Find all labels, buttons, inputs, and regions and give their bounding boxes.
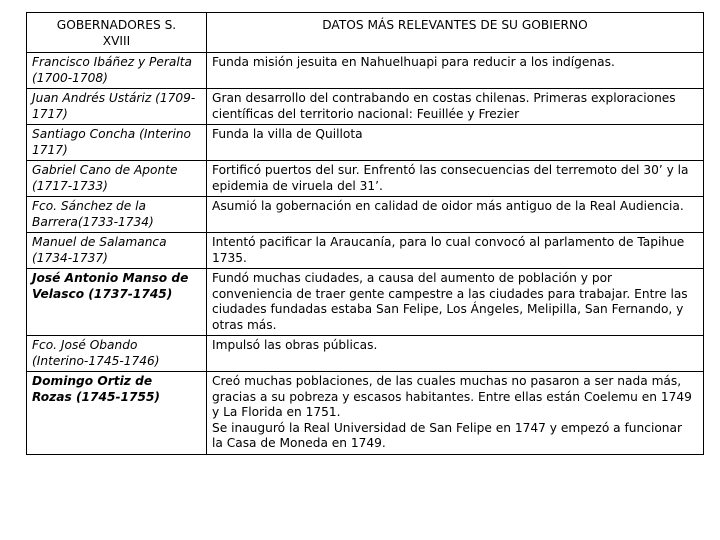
governor-name-cell bbox=[27, 125, 207, 161]
government-facts-cell bbox=[207, 161, 704, 197]
governor-name-line: (1700-1708) bbox=[32, 70, 108, 85]
table-row bbox=[27, 233, 704, 269]
government-facts-line: Fundó muchas ciudades, a causa del aumento de población y por bbox=[212, 271, 613, 285]
government-facts-line: Fortificó puertos del sur. Enfrentó las consecuencias del terremoto del 30’ y la bbox=[212, 163, 689, 177]
government-facts-line: Asumió la gobernación en calidad de oidor más antiguo de la Real Audiencia. bbox=[212, 199, 684, 213]
government-facts-line: gracias a su pobreza y escasos habitantes. Entre ellas están Coelemu en 1749 bbox=[212, 389, 692, 404]
governor-name-line: José Antonio Manso de bbox=[32, 271, 189, 285]
government-facts-line: otras más. bbox=[212, 317, 277, 332]
governor-name-cell bbox=[27, 336, 207, 372]
government-facts-line: la Casa de Moneda en 1749. bbox=[212, 436, 386, 450]
header-governors-line1: GOBERNADORES S. bbox=[56, 18, 177, 32]
government-facts-line: Intentó pacificar la Araucanía, para lo cual convocó al parlamento de Tapihue bbox=[212, 235, 685, 249]
governor-name-line: (Interino-1745-1746) bbox=[32, 353, 160, 368]
government-facts-line: y La Florida en 1751. bbox=[212, 405, 341, 419]
governor-name-cell bbox=[27, 197, 207, 233]
governor-name-line: Barrera(1733-1734) bbox=[32, 214, 154, 229]
header-facts-label: DATOS MÁS RELEVANTES DE SU GOBIERNO bbox=[322, 18, 588, 32]
governor-name-line: Rozas (1745-1755) bbox=[32, 389, 161, 404]
government-facts-line: Creó muchas poblaciones, de las cuales muchas no pasaron a ser nada más, bbox=[212, 374, 682, 388]
header-row bbox=[27, 13, 704, 53]
table-row bbox=[27, 89, 704, 125]
governor-name-line: Manuel de Salamanca bbox=[32, 235, 167, 249]
governor-name-line: Gabriel Cano de Aponte bbox=[32, 163, 178, 177]
governor-name-cell bbox=[27, 269, 207, 336]
government-facts-cell bbox=[207, 372, 704, 455]
government-facts-line: conveniencia de traer gente campestre a las ciudades para trabajar. Entre las bbox=[212, 286, 688, 301]
government-facts-line: Funda la villa de Quillota bbox=[212, 127, 363, 141]
governor-name-line: Velasco (1737-1745) bbox=[32, 286, 173, 301]
government-facts-cell bbox=[207, 125, 704, 161]
governor-name-line: (1734-1737) bbox=[32, 250, 108, 265]
table-row bbox=[27, 336, 704, 372]
table-row bbox=[27, 372, 704, 455]
government-facts-line: Gran desarrollo del contrabando en costas chilenas. Primeras exploraciones bbox=[212, 91, 676, 105]
government-facts-cell bbox=[207, 269, 704, 336]
government-facts-line: ciudades fundadas estaba San Felipe, Los Ángeles, Melipilla, San Fernando, y bbox=[212, 302, 684, 316]
governor-name-cell bbox=[27, 89, 207, 125]
table-row bbox=[27, 161, 704, 197]
government-facts-cell bbox=[207, 53, 704, 89]
government-facts-cell bbox=[207, 233, 704, 269]
governor-name-line: Fco. José Obando bbox=[32, 338, 138, 352]
table-row bbox=[27, 269, 704, 336]
governor-name-line: Fco. Sánchez de la bbox=[32, 199, 147, 213]
header-facts bbox=[207, 13, 704, 53]
header-governors-line2: XVIII bbox=[102, 33, 131, 48]
document-page bbox=[26, 12, 703, 455]
governor-name-line: Francisco Ibáñez y Peralta bbox=[32, 55, 193, 69]
table-body bbox=[27, 53, 704, 455]
governor-name-line: 1717) bbox=[32, 142, 68, 157]
governor-name-cell bbox=[27, 53, 207, 89]
governor-name-cell bbox=[27, 233, 207, 269]
government-facts-cell bbox=[207, 89, 704, 125]
governor-name-line: 1717) bbox=[32, 106, 68, 121]
governor-name-line: Domingo Ortiz de bbox=[32, 374, 153, 388]
government-facts-line: Funda misión jesuita en Nahuelhuapi para reducir a los indígenas. bbox=[212, 55, 615, 69]
government-facts-line: 1735. bbox=[212, 250, 247, 265]
government-facts-line: Impulsó las obras públicas. bbox=[212, 338, 378, 352]
table-row bbox=[27, 125, 704, 161]
governor-name-line: Santiago Concha (Interino bbox=[32, 127, 192, 141]
governors-table bbox=[26, 12, 704, 455]
table-row bbox=[27, 197, 704, 233]
governor-name-line: (1717-1733) bbox=[32, 178, 108, 193]
government-facts-cell bbox=[207, 197, 704, 233]
government-facts-cell bbox=[207, 336, 704, 372]
government-facts-line: científicas del territorio nacional: Feuillée y Frezier bbox=[212, 106, 520, 121]
government-facts-line: Se inauguró la Real Universidad de San Felipe en 1747 y empezó a funcionar bbox=[212, 420, 682, 435]
header-governors bbox=[27, 13, 207, 53]
governor-name-cell bbox=[27, 161, 207, 197]
government-facts-line: epidemia de viruela del 31’. bbox=[212, 178, 383, 193]
table-row bbox=[27, 53, 704, 89]
governor-name-cell bbox=[27, 372, 207, 455]
governor-name-line: Juan Andrés Ustáriz (1709- bbox=[32, 91, 196, 105]
